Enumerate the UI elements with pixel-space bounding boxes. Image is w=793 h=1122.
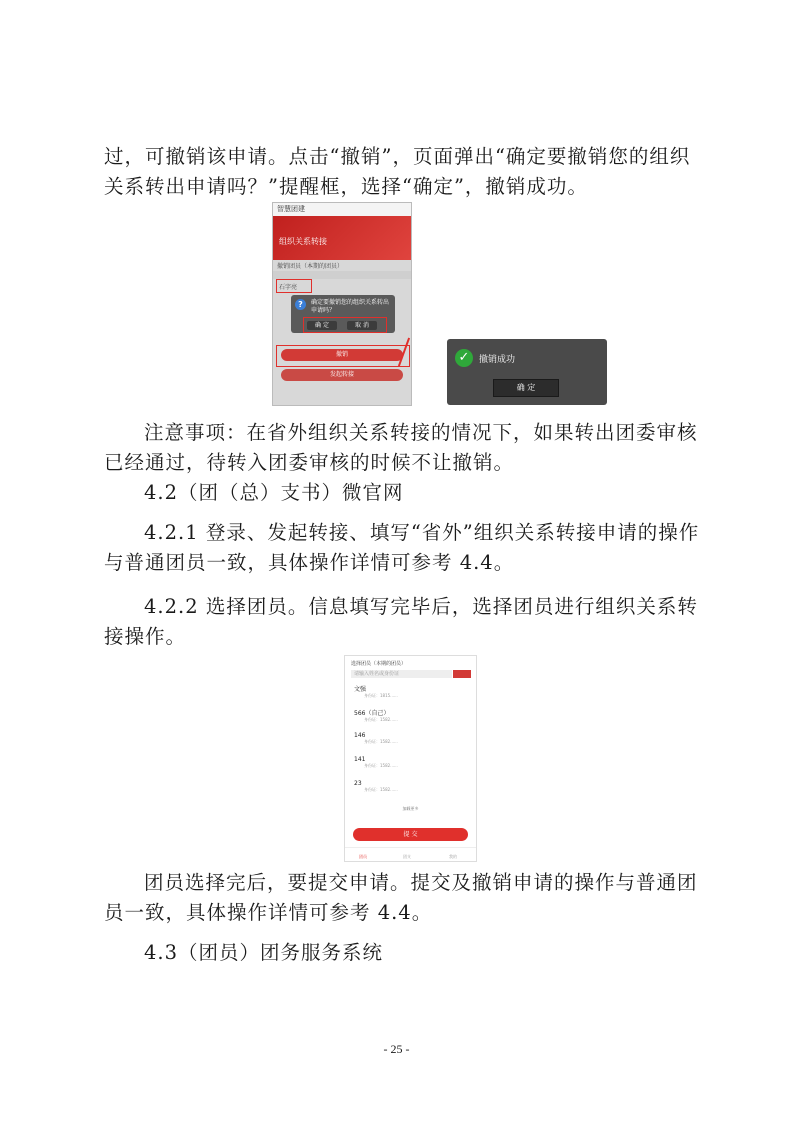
paragraph-notice: 注意事项：在省外组织关系转接的情况下，如果转出团委审核已经通过，待转入团委审核的时候不让撤销。	[104, 421, 698, 474]
search-button[interactable]	[453, 670, 471, 678]
member-name: 石字亮	[279, 284, 298, 291]
submit-button[interactable]: 提 交	[353, 828, 468, 841]
section-label: 撤销团员（本期的团员）	[277, 263, 344, 270]
app-title: 智慧团建	[273, 203, 411, 216]
success-message: 撤销成功	[479, 355, 516, 365]
list-item[interactable]: 文强 身份证：1815......	[354, 686, 398, 698]
check-circle-icon: ✓	[455, 349, 473, 367]
list-item[interactable]: 566（自己） 身份证：1582......	[354, 710, 398, 722]
heading-4-2: 4.2（团（总）支书）微官网	[144, 481, 404, 504]
initiate-transfer-button[interactable]: 发起转接	[281, 369, 403, 381]
banner-title: 组织关系转接	[273, 216, 411, 260]
list-item[interactable]: 141 身份证：1582......	[354, 756, 398, 768]
list-header: 选择团员（本期的团员）	[351, 661, 407, 667]
paragraph-4-2-2: 4.2.2 选择团员。信息填写完毕后，选择团员进行组织关系转接操作。	[104, 595, 698, 648]
list-item[interactable]: 146 身份证：1582......	[354, 732, 398, 744]
bottom-tab-bar	[345, 847, 476, 862]
search-input[interactable]: 请输入姓名或身份证	[351, 670, 452, 678]
paragraph-revoke-steps: 过，可撤销该申请。点击“撤销”，页面弹出“确定要撤销您的组织关系转出申请吗？”提醒框，选择“确定”，撤销成功。	[104, 145, 691, 198]
revoke-button[interactable]: 撤销	[281, 349, 403, 361]
question-icon: ?	[295, 299, 306, 310]
load-more-link[interactable]: 加载更多	[402, 806, 419, 811]
revoke-success-screenshot	[447, 339, 607, 405]
paragraph-after-select: 团员选择完后，要提交申请。提交及撤销申请的操作与普通团员一致，具体操作详情可参考 4.4。	[104, 871, 698, 924]
ok-button[interactable]: 确 定	[493, 379, 559, 397]
confirm-button[interactable]: 确 定	[307, 321, 337, 330]
paragraph-4-2-1: 4.2.1 登录、发起转接、填写“省外”组织关系转接申请的操作与普通团员一致，具体操作详情可参考 4.4。	[104, 521, 700, 574]
search-bar	[273, 271, 411, 279]
revoke-dialog-screenshot	[272, 202, 412, 406]
list-item[interactable]: 23 身份证：1582......	[354, 780, 398, 792]
tab-mine[interactable]: 我的	[449, 854, 457, 859]
heading-4-3: 4.3（团员）团务服务系统	[144, 941, 384, 964]
select-member-screenshot	[344, 655, 477, 862]
cancel-button[interactable]: 取 消	[347, 321, 377, 330]
tab-members[interactable]: 团员	[359, 854, 367, 859]
page-number: - 25 -	[383, 1042, 410, 1056]
tab-branch[interactable]: 团支	[403, 854, 411, 859]
dialog-text: 确定要撤销您的组织关系转出申请吗？	[311, 299, 390, 314]
highlight-dialog-buttons	[303, 317, 387, 333]
